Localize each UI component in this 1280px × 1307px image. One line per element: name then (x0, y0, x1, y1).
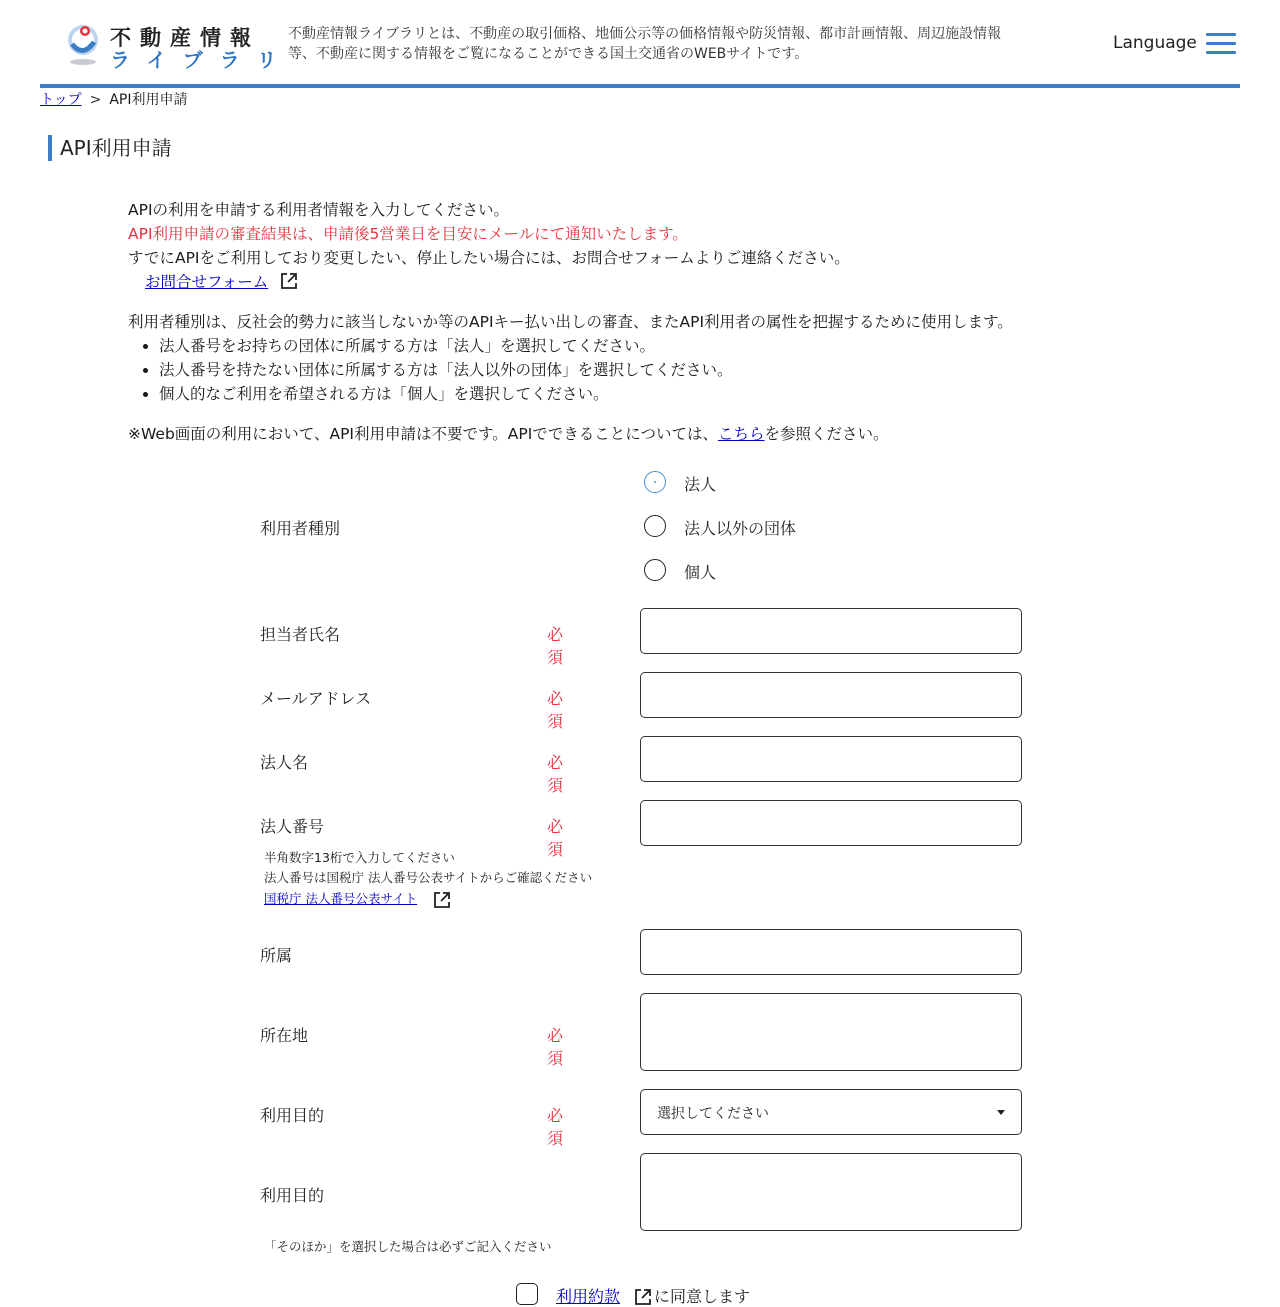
breadcrumb (40, 89, 187, 109)
required-badge: 必須 (547, 1106, 564, 1148)
logo-subtitle: ライブラリ (110, 48, 294, 72)
affiliation-input[interactable] (640, 929, 1022, 975)
radio-individual[interactable] (644, 559, 666, 581)
email-input[interactable] (640, 672, 1022, 718)
contact-name-input[interactable] (640, 608, 1022, 654)
list-item: • 法人番号を持たない団体に所属する方は「法人以外の団体」を選択してください。 (159, 358, 1138, 382)
api-features-link[interactable]: こちら (717, 425, 765, 443)
site-header (40, 0, 1240, 86)
corp-number-hint: 法人番号は国税庁 法人番号公表サイトからご確認ください (264, 870, 593, 885)
breadcrumb-current: API利用申請 (109, 92, 188, 108)
required-badge: 必須 (547, 1026, 564, 1068)
radio-label-non-corporate-group: 法人以外の団体 (684, 519, 797, 538)
address-textarea[interactable] (640, 993, 1022, 1071)
contact-form-link[interactable]: お問合せフォーム (145, 273, 269, 291)
review-notice: API利用申請の審査結果は、申請後5営業日を目安にメールにて通知いたします。 (128, 225, 688, 243)
user-type-purpose: 利用者種別は、反社会的勢力に該当しないか等のAPIキー払い出しの審査、またAPI利用者の属性を把握するために使用します。 (128, 313, 1013, 331)
required-badge: 必須 (547, 625, 564, 667)
purpose-textarea[interactable] (640, 1153, 1022, 1231)
radio-non-corporate-group[interactable] (644, 515, 666, 537)
site-logo[interactable] (64, 22, 294, 72)
corp-name-label: 法人名 (260, 753, 309, 772)
radio-label-individual: 個人 (684, 563, 717, 582)
purpose-select[interactable] (640, 1089, 1022, 1135)
note-text: を参照ください。 (764, 425, 889, 443)
site-description: 不動産情報ライブラリとは、不動産の取引価格、地価公示等の価格情報や防災情報、都市計画情報、周辺施設情報等、不動産に関する情報をご覧になることができる国土交通省のWEBサイトです。 (288, 26, 1002, 62)
corp-number-site-link[interactable]: 国税庁 法人番号公表サイト (264, 891, 418, 906)
external-link-icon (634, 1288, 652, 1306)
affiliation-label: 所属 (260, 946, 293, 965)
intro-section (128, 198, 1138, 446)
required-badge: 必須 (547, 817, 564, 859)
corp-number-hint: 半角数字13桁で入力してください (264, 850, 455, 865)
page-title: API利用申請 (60, 136, 172, 160)
agree-row (556, 1284, 750, 1307)
required-badge: 必須 (547, 753, 564, 795)
list-item: • 個人的なご利用を希望される方は「個人」を選択してください。 (159, 382, 1138, 406)
user-type-label: 利用者種別 (260, 519, 341, 538)
corp-number-site-row (264, 889, 451, 909)
title-accent-bar (48, 135, 52, 161)
list-item: • 法人番号をお持ちの団体に所属する方は「法人」を選択してください。 (159, 334, 1138, 358)
external-link-icon (433, 891, 451, 909)
note-text: ※Web画面の利用において、API利用申請は不要です。APIでできることについては、 (128, 425, 718, 443)
header-divider (40, 84, 1240, 88)
radio-label-corporation: 法人 (684, 475, 717, 494)
required-badge: 必須 (547, 689, 564, 731)
intro-line: すでにAPIをご利用しており変更したい、停止したい場合には、お問合せフォームよりご連絡ください。 (128, 249, 850, 267)
terms-link[interactable]: 利用約款 (556, 1287, 621, 1306)
corp-number-input[interactable] (640, 800, 1022, 846)
address-label: 所在地 (260, 1026, 309, 1045)
intro-line: APIの利用を申請する利用者情報を入力してください。 (128, 201, 510, 219)
purpose-text-label: 利用目的 (260, 1186, 325, 1205)
radio-corporation[interactable] (644, 471, 666, 493)
agree-checkbox[interactable] (516, 1283, 538, 1305)
chevron-down-icon (997, 1110, 1005, 1115)
contact-name-label: 担当者氏名 (260, 625, 341, 644)
purpose-select-value: 選択してください (657, 1106, 769, 1122)
purpose-text-hint: 「そのほか」を選択した場合は必ずご記入ください (264, 1239, 552, 1254)
hamburger-icon[interactable] (1206, 33, 1236, 55)
agree-text: に同意します (654, 1287, 751, 1306)
web-usage-note (128, 422, 1138, 446)
logo-mark-icon (64, 22, 102, 66)
logo-title: 不動産情報 (110, 26, 260, 50)
breadcrumb-separator: > (89, 92, 102, 108)
purpose-select-label: 利用目的 (260, 1106, 325, 1125)
language-button[interactable]: Language (1113, 33, 1197, 53)
external-link-icon (280, 272, 298, 290)
corp-name-input[interactable] (640, 736, 1022, 782)
user-type-guidance-list (128, 334, 1138, 406)
corp-number-label: 法人番号 (260, 817, 325, 836)
email-label: メールアドレス (260, 689, 372, 708)
breadcrumb-home-link[interactable]: トップ (40, 92, 82, 108)
